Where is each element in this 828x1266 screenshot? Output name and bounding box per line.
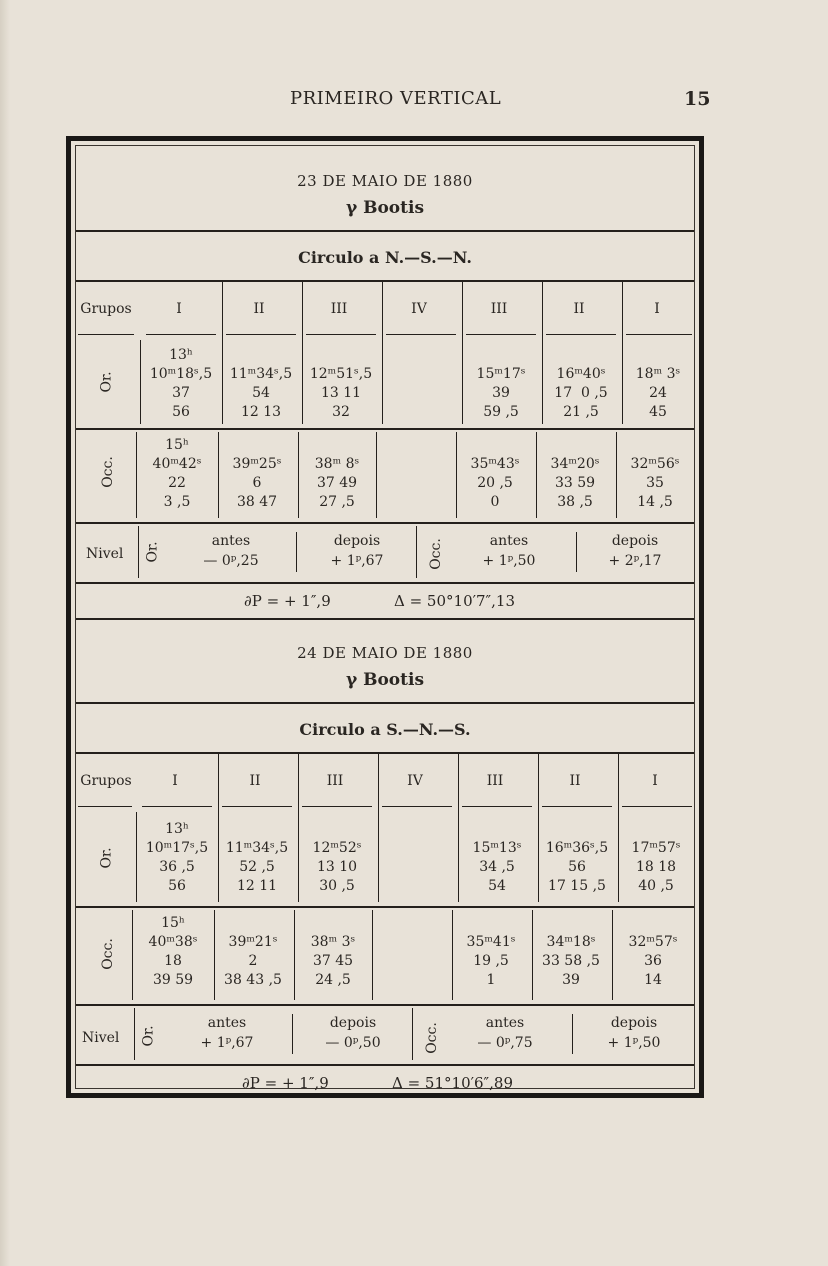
divider bbox=[76, 280, 694, 282]
occ-label: Occ. bbox=[427, 538, 444, 570]
observation-table-frame bbox=[66, 136, 704, 1098]
section-date: 23 DE MAIO DE 1880 bbox=[297, 172, 473, 190]
observation-table bbox=[75, 145, 695, 1092]
page-edge bbox=[0, 0, 10, 1266]
column-header: III bbox=[326, 773, 344, 789]
column-rule bbox=[292, 1014, 293, 1054]
nivel-or-antes-label: antes bbox=[211, 533, 251, 549]
underline bbox=[542, 806, 612, 807]
delta-value: Δ = 50°10′7″,13 bbox=[394, 592, 516, 610]
dp-value: ∂P = + 1″,9 bbox=[244, 592, 331, 610]
underline bbox=[462, 806, 532, 807]
nivel-or-antes: — 0ᵖ,25 bbox=[203, 553, 259, 569]
or-values-col-5: 15ᵐ13ˢ 34 ,5 54 bbox=[472, 840, 522, 894]
or-values-col-6: 16ᵐ40ˢ 17 0 ,5 21 ,5 bbox=[554, 366, 608, 420]
column-header: I bbox=[172, 773, 178, 789]
nivel-or-depois-label: depois bbox=[329, 1015, 377, 1031]
star-name: γ Bootis bbox=[345, 198, 425, 218]
occ-label: Occ. bbox=[99, 456, 116, 488]
divider bbox=[76, 230, 694, 232]
underline bbox=[622, 806, 692, 807]
column-rule bbox=[576, 532, 577, 572]
nivel-occ-depois-label: depois bbox=[610, 1015, 658, 1031]
column-rule bbox=[412, 1008, 413, 1060]
page-number: 15 bbox=[684, 88, 711, 110]
occ-values-col-1: 15ʰ 40ᵐ42ˢ 22 3 ,5 bbox=[152, 437, 202, 510]
column-header: I bbox=[176, 301, 182, 317]
occ-values-col-3: 38ᵐ 3ˢ 37 45 24 ,5 bbox=[310, 934, 356, 988]
nivel-label: Nivel bbox=[82, 1030, 120, 1046]
circle-position: Circulo a N.—S.—N. bbox=[298, 248, 472, 267]
column-rule bbox=[132, 910, 133, 1000]
divider bbox=[76, 522, 694, 524]
divider bbox=[76, 1004, 694, 1006]
divider bbox=[76, 618, 694, 620]
occ-values-col-6: 34ᵐ18ˢ 33 58 ,5 39 bbox=[542, 934, 600, 988]
divider bbox=[76, 752, 694, 754]
column-header: IV bbox=[411, 301, 427, 317]
column-rule bbox=[382, 282, 383, 424]
column-header: I bbox=[654, 301, 660, 317]
underline bbox=[146, 334, 216, 335]
or-values-col-3: 12ᵐ52ˢ 13 10 30 ,5 bbox=[312, 840, 362, 894]
or-label: Or. bbox=[98, 371, 115, 393]
divider bbox=[76, 582, 694, 584]
underline bbox=[386, 334, 456, 335]
occ-values-col-2: 39ᵐ25ˢ 6 38 47 bbox=[232, 456, 282, 510]
or-values-col-5: 15ᵐ17ˢ 39 59 ,5 bbox=[476, 366, 526, 420]
occ-values-col-7: 32ᵐ57ˢ 36 14 bbox=[628, 934, 678, 988]
column-rule bbox=[376, 432, 377, 518]
occ-values-col-2: 39ᵐ21ˢ 2 38 43 ,5 bbox=[224, 934, 282, 988]
underline bbox=[78, 806, 132, 807]
underline bbox=[226, 334, 296, 335]
underline bbox=[78, 334, 134, 335]
underline bbox=[302, 806, 372, 807]
nivel-occ-antes: + 1ᵖ,50 bbox=[482, 553, 536, 569]
or-values-col-2: 11ᵐ34ˢ,5 52 ,5 12 11 bbox=[225, 840, 289, 894]
divider bbox=[76, 906, 694, 908]
section-date: 24 DE MAIO DE 1880 bbox=[297, 644, 473, 662]
nivel-or-antes: + 1ᵖ,67 bbox=[200, 1035, 254, 1051]
nivel-label: Nivel bbox=[86, 546, 124, 562]
divider bbox=[76, 702, 694, 704]
column-header: III bbox=[490, 301, 508, 317]
nivel-or-depois: — 0ᵖ,50 bbox=[325, 1035, 381, 1051]
nivel-occ-antes-label: antes bbox=[489, 533, 529, 549]
occ-values-col-1: 15ʰ 40ᵐ38ˢ 18 39 59 bbox=[148, 915, 198, 988]
occ-label: Occ. bbox=[423, 1022, 440, 1054]
section-1 bbox=[76, 146, 694, 616]
or-values-col-6: 16ᵐ36ˢ,5 56 17 15 ,5 bbox=[545, 840, 609, 894]
or-values-col-1: 13ʰ 10ᵐ17ˢ,5 36 ,5 56 bbox=[145, 821, 209, 894]
column-header: III bbox=[330, 301, 348, 317]
occ-label: Occ. bbox=[99, 938, 116, 970]
page-title: PRIMEIRO VERTICAL bbox=[290, 88, 502, 109]
column-rule bbox=[134, 1008, 135, 1060]
or-values-col-7: 18ᵐ 3ˢ 24 45 bbox=[635, 366, 681, 420]
running-head bbox=[0, 88, 828, 114]
nivel-occ-depois: + 1ᵖ,50 bbox=[607, 1035, 661, 1051]
column-header: II bbox=[569, 773, 581, 789]
column-rule bbox=[416, 526, 417, 578]
column-rule bbox=[372, 910, 373, 1000]
nivel-occ-antes-label: antes bbox=[485, 1015, 525, 1031]
column-rule bbox=[138, 526, 139, 578]
nivel-or-antes-label: antes bbox=[207, 1015, 247, 1031]
or-values-col-2: 11ᵐ34ˢ,5 54 12 13 bbox=[229, 366, 293, 420]
column-rule bbox=[572, 1014, 573, 1054]
delta-value: Δ = 51°10′6″,89 bbox=[392, 1074, 514, 1092]
column-header: IV bbox=[407, 773, 423, 789]
underline bbox=[306, 334, 376, 335]
nivel-or-depois: + 1ᵖ,67 bbox=[330, 553, 384, 569]
underline bbox=[142, 806, 212, 807]
nivel-occ-antes: — 0ᵖ,75 bbox=[477, 1035, 533, 1051]
or-label: Or. bbox=[98, 847, 115, 869]
dp-value: ∂P = + 1″,9 bbox=[242, 1074, 329, 1092]
occ-values-col-5: 35ᵐ41ˢ 19 ,5 1 bbox=[466, 934, 516, 988]
column-rule bbox=[378, 754, 379, 902]
column-header: II bbox=[253, 301, 265, 317]
nivel-occ-depois-label: depois bbox=[611, 533, 659, 549]
occ-values-col-5: 35ᵐ43ˢ 20 ,5 0 bbox=[470, 456, 520, 510]
circle-position: Circulo a S.—N.—S. bbox=[299, 720, 471, 739]
or-label: Or. bbox=[140, 1025, 157, 1047]
section-2 bbox=[76, 624, 694, 1094]
column-header: II bbox=[573, 301, 585, 317]
column-rule bbox=[136, 432, 137, 518]
divider bbox=[76, 428, 694, 430]
or-values-col-3: 12ᵐ51ˢ,5 13 11 32 bbox=[309, 366, 373, 420]
underline bbox=[382, 806, 452, 807]
nivel-occ-depois: + 2ᵖ,17 bbox=[608, 553, 662, 569]
nivel-or-depois-label: depois bbox=[333, 533, 381, 549]
star-name: γ Bootis bbox=[345, 670, 425, 690]
or-label: Or. bbox=[144, 541, 161, 563]
column-rule bbox=[140, 340, 141, 424]
underline bbox=[222, 806, 292, 807]
occ-values-col-3: 38ᵐ 8ˢ 37 49 27 ,5 bbox=[314, 456, 360, 510]
column-rule bbox=[136, 812, 137, 902]
occ-values-col-7: 32ᵐ56ˢ 35 14 ,5 bbox=[630, 456, 680, 510]
underline bbox=[626, 334, 692, 335]
column-header: II bbox=[249, 773, 261, 789]
underline bbox=[466, 334, 536, 335]
grupos-label: Grupos bbox=[80, 301, 132, 317]
column-rule bbox=[296, 532, 297, 572]
grupos-label: Grupos bbox=[80, 773, 132, 789]
column-header: I bbox=[652, 773, 658, 789]
underline bbox=[546, 334, 616, 335]
occ-values-col-6: 34ᵐ20ˢ 33 59 38 ,5 bbox=[550, 456, 600, 510]
or-values-col-1: 13ʰ 10ᵐ18ˢ,5 37 56 bbox=[149, 347, 213, 420]
column-header: III bbox=[486, 773, 504, 789]
divider bbox=[76, 1064, 694, 1066]
or-values-col-7: 17ᵐ57ˢ 18 18 40 ,5 bbox=[631, 840, 681, 894]
